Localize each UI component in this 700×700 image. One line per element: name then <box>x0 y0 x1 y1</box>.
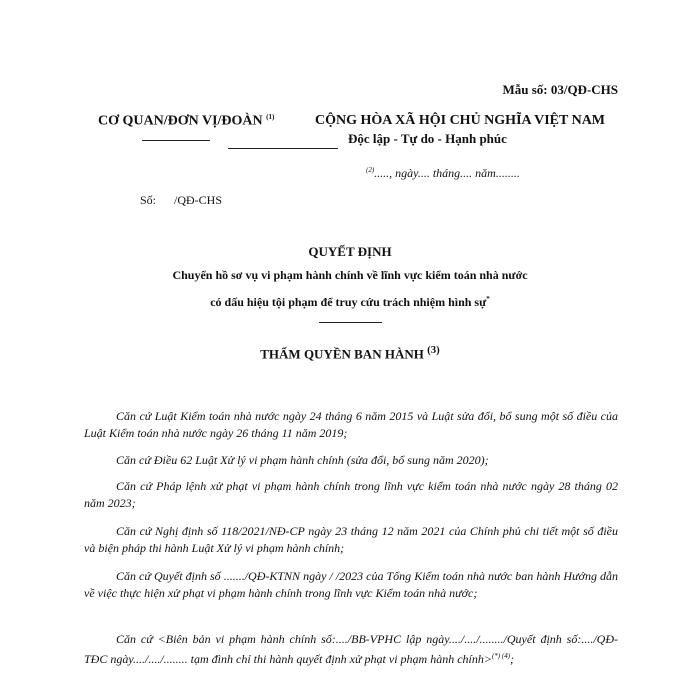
document-subtitle-line1: Chuyển hồ sơ vụ vi phạm hành chính về lĩnh vực kiểm toán nhà nước <box>172 268 528 282</box>
issuing-authority-text: THẨM QUYỀN BAN HÀNH <box>260 346 424 362</box>
basis-paragraph-5: Căn cứ Quyết định số ......./QĐ-KTNN ngày / /2023 của Tổng Kiểm toán nhà nước ban hành Hướng dẫn về việc thực hiện xử phạt vi phạm hành chính trong lĩnh vực Kiểm toán nhà nước; <box>84 569 618 600</box>
authority-footnote-ref: (3) <box>427 344 440 356</box>
basis-paragraph-6 <box>84 631 618 668</box>
basis-paragraph-3: Căn cứ Pháp lệnh xử phạt vi phạm hành chính trong lĩnh vực kiểm toán nhà nước ngày 28 tháng 02 năm 2023; <box>84 479 618 510</box>
form-code: Mẫu số: 03/QĐ-CHS <box>502 82 618 97</box>
national-motto: Độc lập - Tự do - Hạnh phúc <box>348 131 507 146</box>
paragraph-6-footnote-ref: (*) (4) <box>491 652 511 660</box>
basis-paragraph-1: Căn cứ Luật Kiểm toán nhà nước ngày 24 tháng 6 năm 2015 và Luật sửa đổi, bổ sung một số điều của Luật Kiểm toán nhà nước ngày 26 tháng 11 năm 2019; <box>84 409 618 440</box>
republic-name: CỘNG HÒA XÃ HỘI CHỦ NGHĨA VIỆT NAM <box>315 113 606 128</box>
document-title: QUYẾT ĐỊNH <box>308 244 392 259</box>
subtitle-line2-text: có dấu hiệu tội phạm để truy cứu trách nhiệm hình sự <box>210 295 487 309</box>
place-footnote-ref: (2) <box>366 166 375 174</box>
agency-label: CƠ QUAN/ĐƠN VỊ/ĐOÀN <box>98 113 263 129</box>
paragraph-6-end: ; <box>510 652 515 666</box>
agency-name <box>98 113 274 130</box>
motto-underline <box>228 148 338 149</box>
document-number-label: Số: <box>140 193 157 207</box>
basis-paragraph-4: Căn cứ Nghị định số 118/2021/NĐ-CP ngày 23 tháng 12 năm 2021 của Chính phủ chi tiết một số điều và biện pháp thi hành Luật Xử lý vi phạm hành chính; <box>84 524 618 555</box>
place-date-text: ....., ngày.... tháng.... năm........ <box>374 166 520 180</box>
issuing-authority <box>0 344 700 362</box>
subtitle-asterisk: * <box>486 295 490 303</box>
document-subtitle-line2 <box>0 295 700 310</box>
basis-paragraph-6-text: Căn cứ <Biên bản vi phạm hành chính số:..../BB-VPHC lập ngày..../..../......../Quyết định số:..../QĐ-TĐC ngày..../..../........ tạm đình chỉ thi hành quyết định xử phạt vi phạm hành chính> <box>84 632 618 666</box>
place-date <box>366 166 520 181</box>
document-number-suffix: /QĐ-CHS <box>174 193 223 207</box>
agency-footnote-ref: (1) <box>266 113 275 121</box>
agency-underline <box>142 140 210 141</box>
basis-paragraph-2: Căn cứ Điều 62 Luật Xử lý vi phạm hành chính (sửa đổi, bổ sung năm 2020); <box>116 453 489 467</box>
title-underline <box>319 322 382 323</box>
